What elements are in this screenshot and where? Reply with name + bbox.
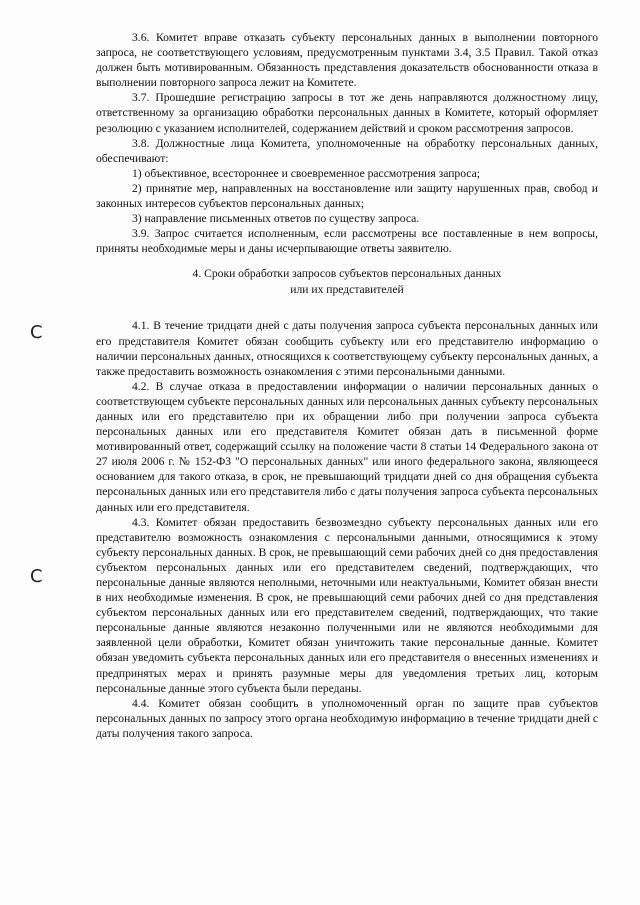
paragraph-3-9: 3.9. Запрос считается исполненным, если рассмотрены все поставленные в нем вопросы, приняты необходимые меры и даны исчерпывающие ответы заявителю.: [96, 227, 598, 256]
paragraph-4-4: 4.4. Комитет обязан сообщить в уполномоченный орган по защите прав субъектов персональных данных по запросу этого органа необходимую информацию в течение тридцати дней с даты получения такого запроса.: [96, 696, 598, 740]
paragraph-3-6: 3.6. Комитет вправе отказать субъекту персональных данных в выполнении повторного запроса, не соответствующего условиям, предусмотренным пунктами 3.4, 3.5 Правил. Такой отказ должен быть мотивированным. Обязанность представления доказательств обоснованности отказа в выполнении повторного запроса лежит на Комитете.: [96, 31, 598, 90]
paragraph-3-8: 3.8. Должностные лица Комитета, уполномоченные на обработку персональных данных, обеспечивают:: [96, 136, 598, 165]
punch-hole-mark-lower: C: [30, 566, 43, 587]
section-heading: [96, 266, 598, 298]
list-item-1: 1) объективное, всестороннее и своевременное рассмотрения запроса;: [132, 166, 480, 180]
document-body: [96, 30, 598, 741]
paragraph-4-3: 4.3. Комитет обязан предоставить безвозмездно субъекту персональных данных или его представителю возможность ознакомления с персональными данными, относящимися к этому субъекту персональных данных. В срок, не превышающий семи рабочих дней со дня предоставления субъектом персональных данных или его представителем сведений, подтверждающих, что персональные данные являются неполными, неточными или неактуальными, Комитет обязан внести в них необходимые изменения. В срок, не превышающий семи рабочих дней со дня представления субъектом персональных данных или его представителем сведений, подтверждающих, что такие персональные данные являются незаконно полученными или не являются необходимыми для заявленной цели обработки, Комитет обязан уничтожить такие персональные данные. Комитет обязан уведомить субъекта персональных данных или его представителя о внесенных изменениях и предпринятых мерах и принять разумные меры для уведомления третьих лиц, которым персональные данные этого субъекта были переданы.: [96, 515, 598, 695]
section-heading-line-1: 4. Сроки обработки запросов субъектов персональных данных: [192, 267, 502, 281]
paragraph-3-7: 3.7. Прошедшие регистрацию запросы в тот же день направляются должностному лицу, ответственному за организацию обработки персональных данных в Комитете, который оформляет резолюцию с указанием исполнителей, содержанием действий и сроком рассмотрения запросов.: [96, 91, 598, 135]
punch-hole-mark-upper: C: [30, 322, 43, 343]
paragraph-4-1: 4.1. В течение тридцати дней с даты получения запроса субъекта персональных данных или его представителя Комитет обязан сообщить субъекту или его представителю информацию о наличии персональных данных, относящихся к соответствующему субъекту персональных данных, а также предоставить возможность ознакомления с этими персональными данными.: [96, 319, 598, 378]
list-item-3: 3) направление письменных ответов по существу запроса.: [132, 212, 420, 226]
paragraph-4-2: 4.2. В случае отказа в предоставлении информации о наличии персональных данных о соответствующем субъекте персональных данных или персональных данных субъекту персональных данных или его представителю при их обращении либо при получении запроса субъекта персональных данных или его представителя Комитет обязан дать в письменной форме мотивированный ответ, содержащий ссылку на положение части 8 статьи 14 Федерального закона от 27 июля 2006 г. № 152-ФЗ "О персональных данных" или иного федерального закона, являющееся основанием для такого отказа, в срок, не превышающий тридцати дней со дня обращения субъекта персональных данных или его представителя либо с даты получения запроса субъекта персональных данных или его представителя.: [96, 379, 598, 514]
list-item-2: 2) принятие мер, направленных на восстановление или защиту нарушенных прав, свобод и законных интересов субъектов персональных данных;: [96, 181, 598, 211]
section-heading-line-2: или их представителей: [290, 283, 404, 297]
